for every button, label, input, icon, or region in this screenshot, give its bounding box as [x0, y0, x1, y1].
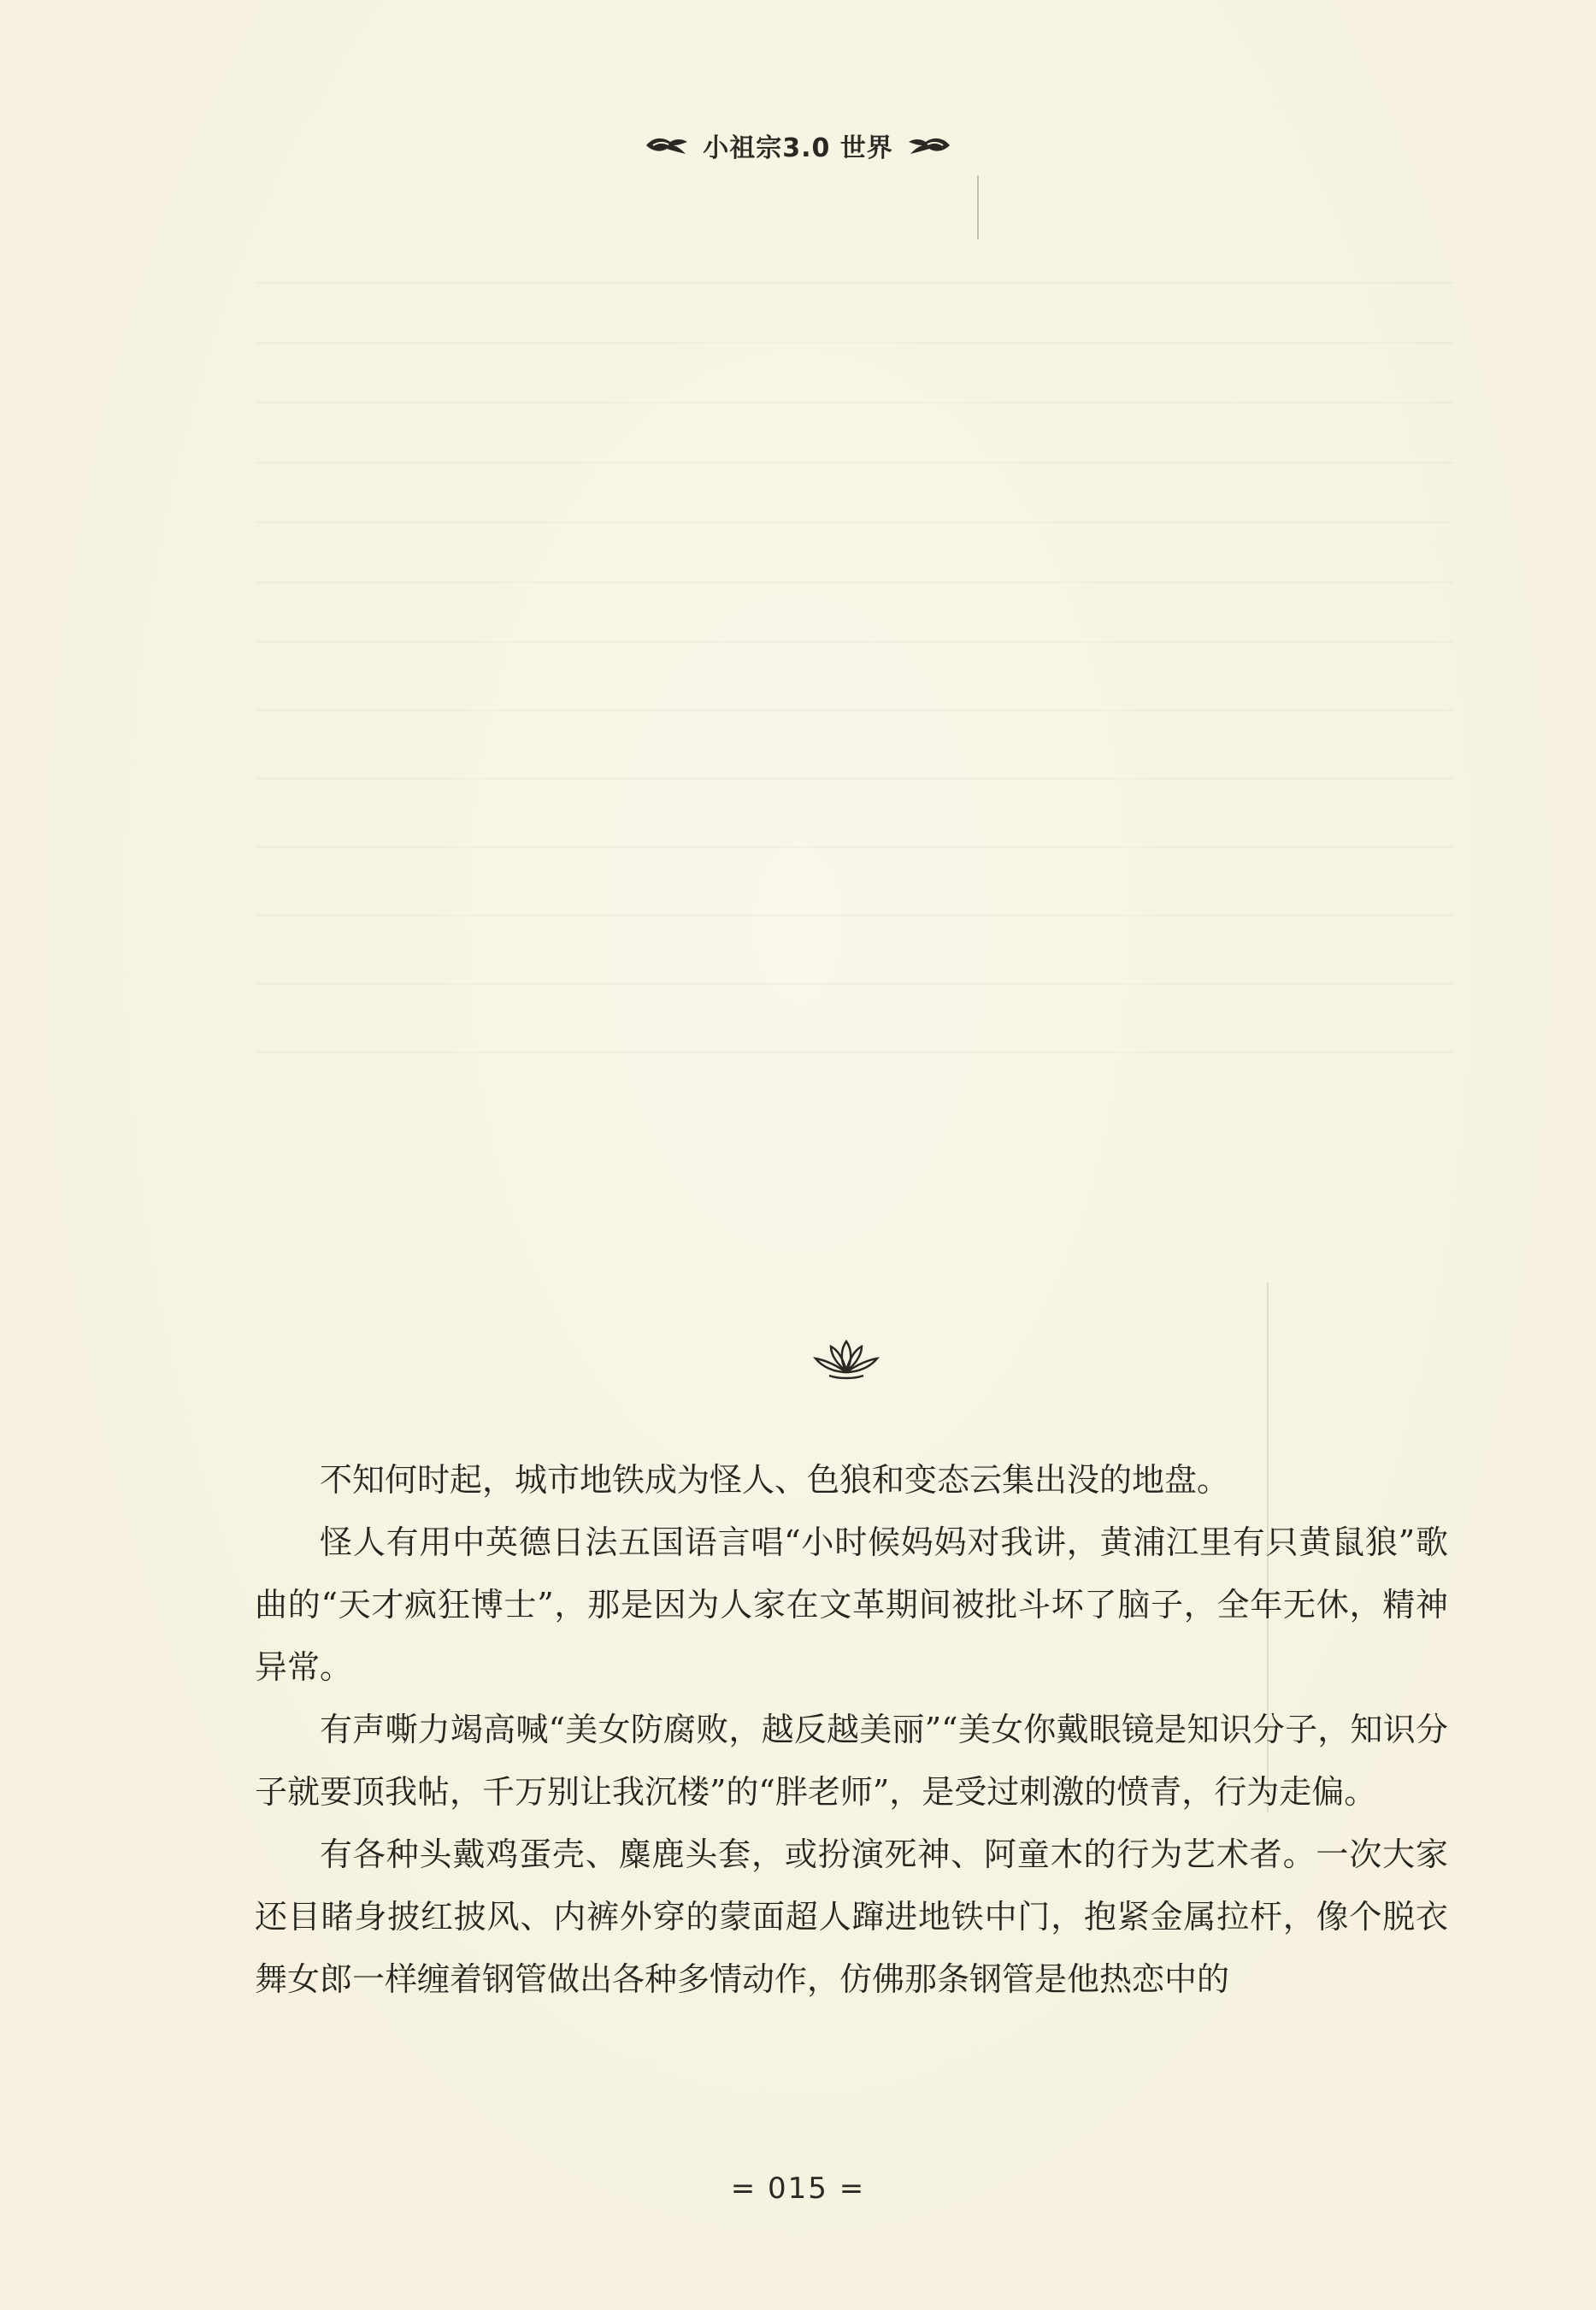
paragraph: 不知何时起，城市地铁成为怪人、色狼和变态云集出没的地盘。	[320, 1461, 1230, 1499]
show-through-line	[256, 462, 1453, 463]
paragraph: 有各种头戴鸡蛋壳、麋鹿头套，或扮演死神、阿童木的行为艺术者。一次大家还目睹身披红披风、内裤外穿的蒙面超人蹿进地铁中门，抱紧金属拉杆，像个脱衣舞女郎一样缠着钢管做出各种多情动作，仿佛那条钢管是他热恋中的	[255, 1836, 1448, 1998]
running-header	[0, 120, 1596, 171]
body-text	[255, 1449, 1448, 2011]
wing-ornament-icon	[907, 133, 951, 157]
paragraph: 怪人有用中英德日法五国语言唱“小时候妈妈对我讲，黄浦江里有只黄鼠狼”歌曲的“天才疯狂博士”，那是因为人家在文革期间被批斗坏了脑子，全年无休，精神异常。	[255, 1523, 1448, 1686]
show-through-line	[256, 915, 1453, 916]
show-through-line	[256, 402, 1453, 404]
show-through-line	[256, 641, 1453, 643]
paragraph: 有声嘶力竭高喊“美女防腐败，越反越美丽”“美女你戴眼镜是知识分子，知识分子就要顶我帖，千万别让我沉楼”的“胖老师”，是受过刺激的愤青，行为走偏。	[255, 1711, 1448, 1811]
show-through-line	[256, 282, 1453, 284]
show-through-line	[256, 778, 1453, 780]
book-title: 小祖宗3.0 世界	[703, 133, 893, 163]
show-through-line	[256, 846, 1453, 848]
page-number: = 015 =	[730, 2172, 866, 2206]
show-through-line	[256, 522, 1453, 523]
show-through-line	[256, 342, 1453, 344]
wing-ornament-icon	[645, 133, 689, 157]
show-through-line	[256, 1052, 1453, 1053]
scan-mark	[977, 175, 979, 239]
show-through-line	[256, 983, 1453, 985]
show-through-line	[256, 581, 1453, 583]
lotus-ornament-icon	[812, 1336, 880, 1381]
show-through-line	[256, 710, 1453, 711]
